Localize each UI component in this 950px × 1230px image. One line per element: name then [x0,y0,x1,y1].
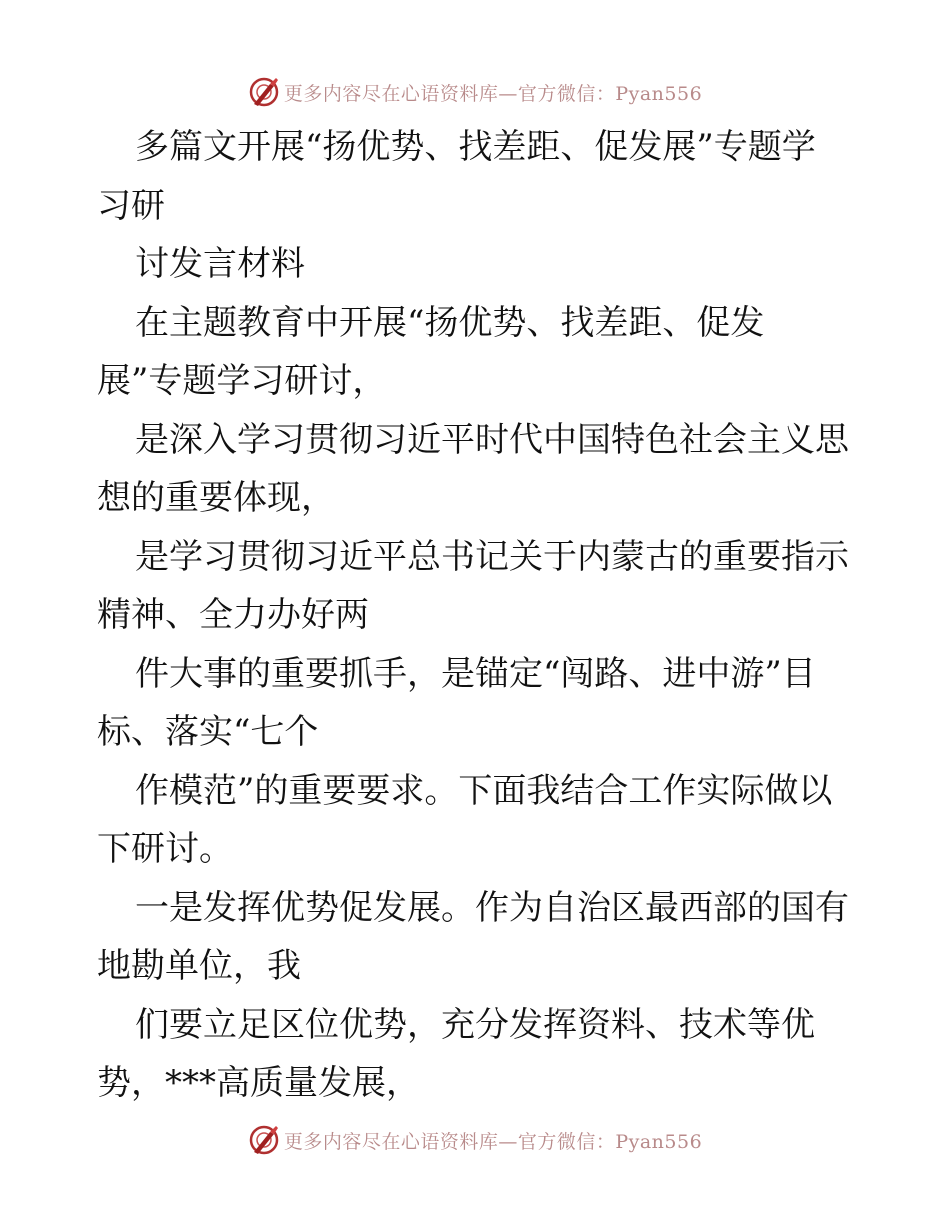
text-line: 精神、全力办好两 [97,595,369,635]
text-line: 是学习贯彻习近平总书记关于内蒙古的重要指示 [135,536,849,577]
text-line: 标、落实“七个 [97,712,319,752]
header-banner-text: 更多内容尽在心语资料库—官方微信：Pyan556 [283,82,703,105]
text-line: 讨发言材料 [135,244,305,284]
text-line: 下研讨。 [97,829,233,869]
text-line: 们要立足区位优势，充分发挥资料、技术等优 [135,1004,815,1045]
text-line: 一是发挥优势促发展。作为自治区最西部的国有 [135,887,849,928]
text-line: 多篇文开展“扬优势、找差距、促发展”专题学 [135,127,816,167]
document-body [97,118,857,1113]
footer-banner-text: 更多内容尽在心语资料库—官方微信：Pyan556 [283,1130,703,1153]
quill-logo-icon [248,1124,280,1156]
footer-banner [0,1120,950,1160]
text-line: 势，***高质量发展， [97,1063,420,1103]
header-banner [0,72,950,112]
quill-logo-icon [248,76,280,108]
text-line: 习研 [97,185,165,226]
text-line: 在主题教育中开展“扬优势、找差距、促发 [135,302,765,343]
text-line: 是深入学习贯彻习近平时代中国特色社会主义思 [135,419,849,460]
text-line: 展”专题学习研讨， [97,361,387,401]
text-line: 想的重要体现， [97,478,335,518]
text-line: 作模范”的重要要求。下面我结合工作实际做以 [135,770,833,811]
text-line: 地勘单位，我 [97,946,301,986]
text-line: 件大事的重要抓手，是锚定“闯路、进中游”目 [135,653,816,694]
